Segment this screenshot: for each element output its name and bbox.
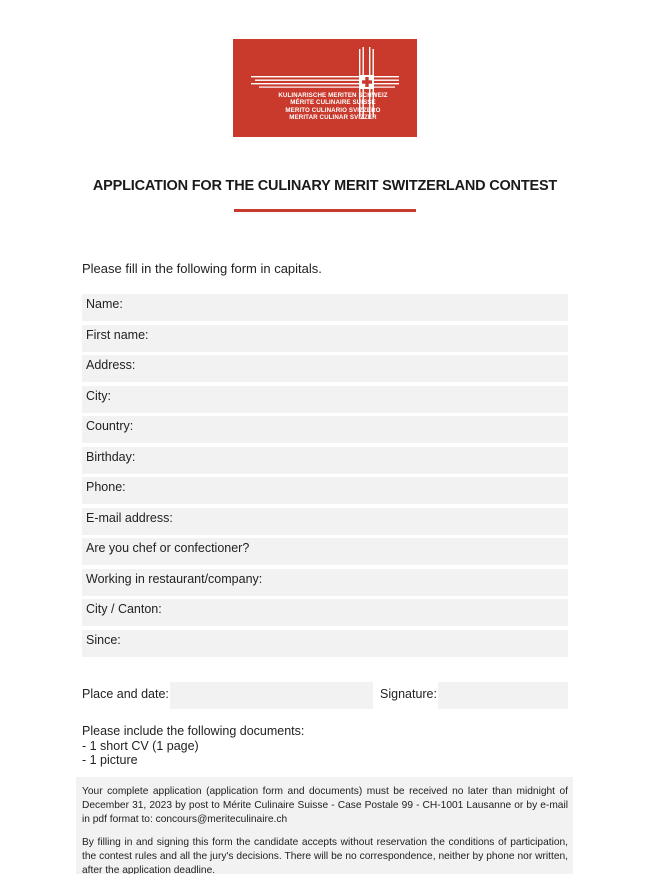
logo-line: KULINARISCHE MERITEN SCHWEIZ xyxy=(278,92,388,99)
logo-line: MERITO CULINARIO SVIZZERO xyxy=(285,106,381,114)
since-field[interactable]: Since: xyxy=(82,630,568,657)
place-date-input[interactable] xyxy=(170,682,373,709)
address-field[interactable]: Address: xyxy=(82,355,568,382)
merite-culinaire-logo xyxy=(233,39,417,137)
logo-line: MÉRITE CULINAIRE SUISSE xyxy=(290,99,376,107)
conditions-paragraph: By filling in and signing this form the candidate accepts without reservation the conditions of participation, the contest rules and all the jury's decisions. There will be no correspondence, neither by phone nor written, after the application deadline. xyxy=(82,837,568,874)
submission-notice xyxy=(76,777,573,874)
form-instructions: Please fill in the following form in capitals. xyxy=(82,261,322,276)
document-item: - 1 short CV (1 page) xyxy=(82,738,199,753)
documents-heading: Please include the following documents: xyxy=(82,724,305,738)
page-title: APPLICATION FOR THE CULINARY MERIT SWITZERLAND CONTEST xyxy=(92,178,558,194)
place-date-label: Place and date: xyxy=(82,687,169,701)
workplace-field[interactable]: Working in restaurant/company: xyxy=(82,569,568,596)
logo-text xyxy=(263,92,403,121)
city-canton-field[interactable]: City / Canton: xyxy=(82,599,568,626)
country-field[interactable]: Country: xyxy=(82,416,568,443)
signature-label: Signature: xyxy=(380,687,437,701)
city-field[interactable]: City: xyxy=(82,386,568,413)
required-documents xyxy=(82,724,304,768)
deadline-paragraph: Your complete application (application form and documents) must be received no later than midnight of December 31, 2023 by post to Mérite Culinaire Suisse - Case Postale 99 - CH-1001 Lausanne or by e-mail in pdf format to: concours@meriteculinaire.ch xyxy=(82,786,568,825)
chef-or-confectioner-field[interactable]: Are you chef or confectioner? xyxy=(82,538,568,565)
name-field[interactable]: Name: xyxy=(82,294,568,321)
email-field[interactable]: E-mail address: xyxy=(82,508,568,535)
title-underline xyxy=(234,209,416,212)
logo-line: MERITAR CULINAR SVIZZER xyxy=(289,113,377,121)
signature-input[interactable] xyxy=(438,682,568,709)
swiss-cross-logo-icon xyxy=(233,39,417,137)
document-item: - 1 picture xyxy=(82,753,138,767)
birthday-field[interactable]: Birthday: xyxy=(82,447,568,474)
first-name-field[interactable]: First name: xyxy=(82,325,568,352)
phone-field[interactable]: Phone: xyxy=(82,477,568,504)
application-form xyxy=(82,294,568,661)
